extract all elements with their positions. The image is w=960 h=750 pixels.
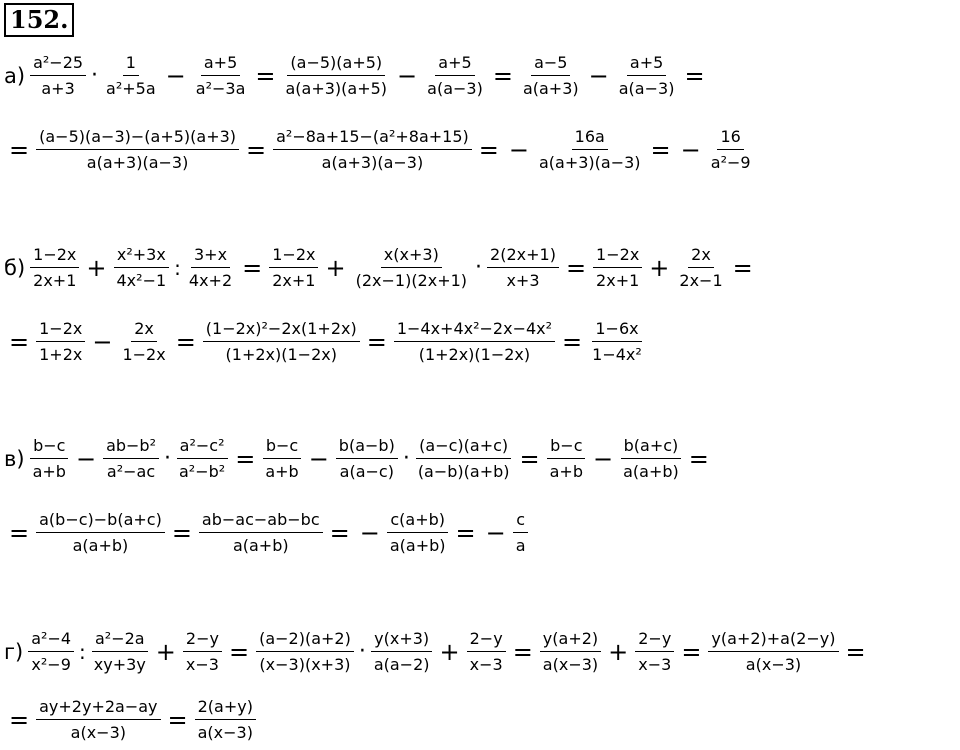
denominator: a(a−3) <box>618 79 675 98</box>
numerator: 1−2x <box>36 318 85 342</box>
plus-sign: + <box>439 638 460 666</box>
denominator: a(x−3) <box>197 723 253 742</box>
fraction <box>635 628 674 676</box>
minus-sign: − <box>397 62 418 90</box>
fraction <box>336 435 398 483</box>
equals-sign: = <box>512 638 533 666</box>
fraction <box>520 52 582 100</box>
fraction <box>487 244 559 292</box>
denominator: a(a+3)(a−3) <box>321 153 424 172</box>
numerator: 2−y <box>183 628 222 652</box>
fraction <box>593 244 642 292</box>
equals-sign: = <box>684 62 705 90</box>
denominator: a²−ac <box>106 462 156 481</box>
numerator: y(a+2)+a(2−y) <box>708 628 838 652</box>
fraction <box>176 435 228 483</box>
denominator: x²−9 <box>31 655 71 674</box>
line-a-2 <box>4 120 756 180</box>
denominator: a+b <box>32 462 66 481</box>
plus-sign: + <box>325 254 346 282</box>
numerator: b(a−b) <box>336 435 398 459</box>
numerator: y(x+3) <box>371 628 432 652</box>
equals-sign: = <box>9 706 30 734</box>
numerator: b−c <box>547 435 585 459</box>
numerator: b(a+c) <box>621 435 682 459</box>
plus-sign: + <box>608 638 629 666</box>
fraction <box>119 318 168 366</box>
plus-sign: + <box>86 254 107 282</box>
numerator: 1−4x+4x²−2x−4x² <box>394 318 555 342</box>
fraction <box>620 435 682 483</box>
denominator: xy+3y <box>93 655 146 674</box>
equals-sign: = <box>228 638 250 666</box>
minus-sign: − <box>508 136 529 164</box>
denominator: 4x²−1 <box>116 271 167 290</box>
denominator: a(x−3) <box>70 723 126 742</box>
fraction <box>540 628 601 676</box>
minus-sign: − <box>588 62 609 90</box>
multiply-dot: · <box>164 446 171 471</box>
line-g-1 <box>4 622 871 682</box>
multiply-dot: · <box>91 63 99 88</box>
divide-colon: : <box>79 640 86 664</box>
numerator: (1−2x)²−2x(1+2x) <box>203 318 360 342</box>
minus-sign: − <box>485 519 506 547</box>
fraction <box>371 628 433 676</box>
equals-sign: = <box>175 328 196 356</box>
equals-sign: = <box>519 445 540 473</box>
denominator: a+3 <box>41 79 75 98</box>
equals-sign: = <box>235 445 256 473</box>
minus-sign: − <box>680 136 701 164</box>
numerator: x²+3x <box>114 244 169 268</box>
fraction <box>262 435 301 483</box>
fraction <box>114 244 170 292</box>
fraction <box>256 628 354 676</box>
equals-sign: = <box>171 519 192 547</box>
denominator: 1+2x <box>39 345 83 364</box>
minus-sign: − <box>308 445 329 473</box>
numerator: (a−5)(a+5) <box>287 52 385 76</box>
line-v-2 <box>4 503 531 563</box>
numerator: ay+2y+2a−ay <box>36 696 160 720</box>
denominator: a(a+3)(a+5) <box>285 79 388 98</box>
equals-sign: = <box>9 519 30 547</box>
numerator: ab−ac−ab−bc <box>199 509 323 533</box>
fraction <box>103 435 159 483</box>
numerator: a+5 <box>627 52 666 76</box>
denominator: a <box>515 536 526 555</box>
item-label: г) <box>4 640 24 664</box>
equals-sign: = <box>562 328 583 356</box>
numerator: b−c <box>263 435 301 459</box>
equals-sign: = <box>455 519 476 547</box>
line-v-1 <box>4 429 714 489</box>
minus-sign: − <box>92 328 113 356</box>
divide-colon: : <box>174 256 181 280</box>
denominator: a(a+b) <box>389 536 446 555</box>
fraction <box>193 52 249 100</box>
denominator: x+3 <box>506 271 540 290</box>
numerator: (a−2)(a+2) <box>256 628 354 652</box>
numerator: a²−8a+15−(a²+8a+15) <box>273 126 472 150</box>
line-a-1 <box>4 46 710 106</box>
fraction <box>36 696 160 744</box>
numerator: b−c <box>30 435 68 459</box>
minus-sign: − <box>359 519 380 547</box>
denominator: 4x+2 <box>188 271 233 290</box>
numerator: a²−c² <box>177 435 228 459</box>
numerator: y(a+2) <box>540 628 601 652</box>
numerator: a(b−c)−b(a+c) <box>36 509 165 533</box>
equals-sign: = <box>167 706 188 734</box>
denominator: 2x+1 <box>33 271 77 290</box>
item-label: б) <box>4 256 26 280</box>
denominator: a(a−3) <box>427 79 483 98</box>
fraction <box>547 435 586 483</box>
line-b-2 <box>4 312 647 372</box>
denominator: a(a+3)(a−3) <box>538 153 641 172</box>
numerator: 1−2x <box>269 244 318 268</box>
numerator: 2−y <box>635 628 674 652</box>
denominator: a(a+3)(a−3) <box>86 153 189 172</box>
fraction <box>30 435 69 483</box>
numerator: (a−5)(a−3)−(a+5)(a+3) <box>36 126 239 150</box>
numerator: (a−c)(a+c) <box>416 435 511 459</box>
fraction <box>589 318 645 366</box>
numerator: a+5 <box>435 52 474 76</box>
multiply-dot: · <box>475 255 483 280</box>
numerator: a+5 <box>201 52 240 76</box>
plus-sign: + <box>155 638 176 666</box>
equals-sign: = <box>246 136 267 164</box>
numerator: 16 <box>717 126 743 150</box>
equals-sign: = <box>845 638 866 666</box>
numerator: 2(a+y) <box>195 696 256 720</box>
numerator: 16a <box>572 126 608 150</box>
denominator: a(a+b) <box>72 536 129 555</box>
fraction <box>203 318 360 366</box>
denominator: 2x+1 <box>596 271 640 290</box>
denominator: a²+5a <box>106 79 156 98</box>
minus-sign: − <box>165 62 186 90</box>
fraction <box>513 509 529 557</box>
fraction <box>708 628 838 676</box>
denominator: a+b <box>549 462 583 481</box>
fraction <box>415 435 513 483</box>
denominator: a+b <box>265 462 299 481</box>
numerator: 2x <box>131 318 157 342</box>
fraction <box>30 244 79 292</box>
denominator: a(a−2) <box>373 655 430 674</box>
fraction <box>30 52 86 100</box>
multiply-dot: · <box>402 446 410 471</box>
denominator: x−3 <box>638 655 672 674</box>
fraction <box>273 126 472 174</box>
line-g-2 <box>4 690 258 750</box>
fraction <box>36 318 85 366</box>
fraction <box>36 509 165 557</box>
denominator: a(a+3) <box>522 79 579 98</box>
denominator: a²−3a <box>195 79 246 98</box>
fraction <box>186 244 235 292</box>
denominator: a(a+b) <box>232 536 289 555</box>
denominator: 1−2x <box>122 345 166 364</box>
equals-sign: = <box>681 638 702 666</box>
numerator: a²−2a <box>92 628 148 652</box>
numerator: 2x <box>688 244 714 268</box>
equals-sign: = <box>9 328 30 356</box>
denominator: a²−9 <box>710 153 751 172</box>
denominator: (1+2x)(1−2x) <box>225 345 337 364</box>
numerator: 1−2x <box>593 244 642 268</box>
fraction <box>91 628 149 676</box>
denominator: 2x+1 <box>272 271 316 290</box>
numerator: 1 <box>123 52 139 76</box>
fraction <box>282 52 390 100</box>
numerator: 1−2x <box>30 244 79 268</box>
numerator: 3+x <box>191 244 230 268</box>
fraction <box>424 52 486 100</box>
fraction <box>708 126 754 174</box>
fraction <box>195 696 256 744</box>
fraction <box>183 628 222 676</box>
numerator: a²−4 <box>28 628 74 652</box>
numerator: 2−y <box>467 628 506 652</box>
fraction <box>467 628 506 676</box>
numerator: 1−6x <box>592 318 641 342</box>
fraction <box>353 244 470 292</box>
equals-sign: = <box>565 254 587 282</box>
equals-sign: = <box>255 62 276 90</box>
equals-sign: = <box>9 136 30 164</box>
denominator: a(a+b) <box>623 462 679 481</box>
denominator: a(x−3) <box>542 655 599 674</box>
fraction <box>36 126 239 174</box>
fraction <box>536 126 644 174</box>
equals-sign: = <box>366 328 387 356</box>
equals-sign: = <box>688 445 709 473</box>
denominator: a(a−c) <box>339 462 394 481</box>
numerator: c <box>513 509 528 533</box>
fraction <box>616 52 678 100</box>
denominator: (x−3)(x+3) <box>259 655 351 674</box>
minus-sign: − <box>75 445 97 473</box>
denominator: a²−b² <box>179 462 226 481</box>
numerator: c(a+b) <box>387 509 448 533</box>
numerator: x(x+3) <box>381 244 442 268</box>
fraction <box>269 244 318 292</box>
problem-number: 152. <box>4 3 74 37</box>
equals-sign: = <box>478 136 499 164</box>
denominator: 1−4x² <box>592 345 642 364</box>
plus-sign: + <box>649 254 670 282</box>
numerator: 2(2x+1) <box>487 244 559 268</box>
minus-sign: − <box>593 445 614 473</box>
line-b-1 <box>4 238 758 298</box>
numerator: a−5 <box>531 52 570 76</box>
item-label: а) <box>4 64 26 88</box>
fraction <box>394 318 555 366</box>
denominator: (1+2x)(1−2x) <box>418 345 531 364</box>
denominator: a(x−3) <box>745 655 802 674</box>
denominator: 2x−1 <box>679 271 723 290</box>
numerator: a²−25 <box>30 52 86 76</box>
fraction <box>199 509 323 557</box>
multiply-dot: · <box>358 639 366 664</box>
denominator: x−3 <box>185 655 219 674</box>
item-label: в) <box>4 447 25 471</box>
denominator: (a−b)(a+b) <box>417 462 510 481</box>
equals-sign: = <box>329 519 350 547</box>
equals-sign: = <box>650 136 671 164</box>
equals-sign: = <box>242 254 263 282</box>
fraction <box>676 244 725 292</box>
fraction <box>28 628 74 676</box>
numerator: ab−b² <box>103 435 159 459</box>
denominator: x−3 <box>469 655 503 674</box>
fraction <box>103 52 159 100</box>
equals-sign: = <box>492 62 513 90</box>
denominator: (2x−1)(2x+1) <box>355 271 468 290</box>
fraction <box>387 509 449 557</box>
equals-sign: = <box>732 254 753 282</box>
